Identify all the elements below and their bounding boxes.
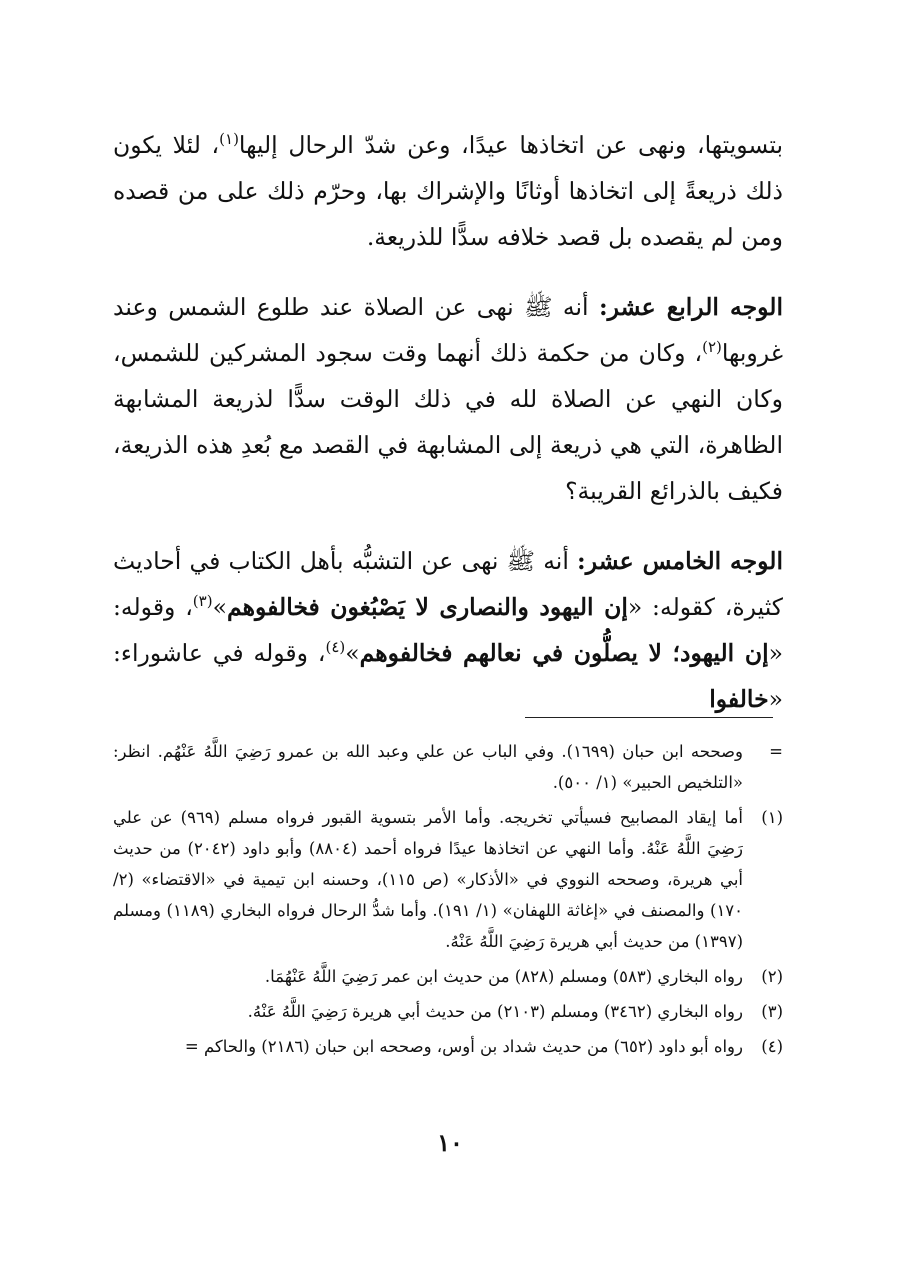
page-number: ١٠ <box>437 1128 463 1157</box>
hadith-quote: إن اليهود والنصارى لا يَصْبُغون فخالفوهم <box>226 593 628 621</box>
footnote-text: أما إيقاد المصابيح فسيأتي تخريجه. وأما الأمر بتسوية القبور فرواه مسلم (٩٦٩) عن علي رَضِيَ اللَّهُ عَنْهُ. وأما النهي عن اتخاذها عيدًا فرواه أحمد (٨٨٠٤) وأبو داود (٢٠٤٢) من حديث أبي هريرة، وصححه النووي في «الأذكار» (ص ١١٥)، وحسنه ابن تيمية في «الاقتضاء» (٢/ ١٧٠) والمصنف في «إغاثة اللهفان» (١/ ١٩١). وأما شدُّ الرحال فرواه البخاري (١١٨٩) ومسلم (١٣٩٧) من حديث أبي هريرة رَضِيَ اللَّهُ عَنْهُ. <box>113 808 744 951</box>
footnote-text: رواه البخاري (٣٤٦٢) ومسلم (٢١٠٣) من حديث أبي هريرة رَضِيَ اللَّهُ عَنْهُ. <box>247 1002 743 1021</box>
footnote-text: رواه أبو داود (٦٥٢) من حديث شداد بن أوس، وصححه ابن حبان (٢١٨٦) والحاكم = <box>184 1037 743 1056</box>
footnote-3 <box>113 996 783 1027</box>
text-run: أنه ﷺ نهى عن الصلاة عند طلوع الشمس وعند غروبها <box>113 293 783 367</box>
text-run: ، وكان من حكمة ذلك أنهما وقت سجود المشركين للشمس، وكان النهي عن الصلاة لله في ذلك الوقت سدًّا لذريعة المشابهة الظاهرة، التي هي ذريعة إلى المشابهة في القصد مع بُعدِ هذه الذريعة، فكيف بالذرائع القريبة؟ <box>113 339 783 505</box>
text-run: ، لئلا يكون ذلك ذريعةً إلى اتخاذها أوثانًا والإشراك بها، وحرّم ذلك على من قصده ومن لم يقصده بل قصد خلافه سدًّا للذريعة. <box>113 131 783 251</box>
paragraph-2 <box>113 284 783 514</box>
footnote-separator <box>525 717 773 718</box>
footnote-text: رواه البخاري (٥٨٣) ومسلم (٨٢٨) من حديث ابن عمر رَضِيَ اللَّهُ عَنْهُمَا. <box>264 967 743 986</box>
text-run: بتسويتها، ونهى عن اتخاذها عيدًا، وعن شدّ الرحال إليها <box>238 131 783 159</box>
paragraph-3 <box>113 538 783 722</box>
footnote-ref-2[interactable]: (٢) <box>702 338 722 357</box>
hadith-quote: خالفوا <box>709 685 769 713</box>
footnote-1 <box>113 802 783 957</box>
hadith-quote: إن اليهود؛ لا يصلُّون في نعالهم فخالفوهم <box>359 639 769 667</box>
main-text <box>113 122 783 722</box>
footnote-ref-4[interactable]: (٤) <box>325 638 346 657</box>
footnotes <box>113 736 783 1066</box>
footnote-number: (٤) <box>761 1037 783 1056</box>
section-heading: الوجه الخامس عشر: <box>577 547 783 575</box>
footnote-number: (١) <box>761 808 783 827</box>
footnote-number: (٣) <box>761 1002 783 1021</box>
text-run: أنه ﷺ نهى عن التشبُّه بأهل الكتاب في أحاديث كثيرة، كقوله: « <box>113 547 783 621</box>
section-heading: الوجه الرابع عشر: <box>598 293 783 321</box>
footnote-4 <box>113 1031 783 1062</box>
text-run: » <box>345 639 360 667</box>
footnote-number: (٢) <box>761 967 783 986</box>
text-run: » <box>212 593 227 621</box>
footnote-continued <box>113 736 783 798</box>
footnote-ref-3[interactable]: (٣) <box>192 592 213 611</box>
text-run: ، وقوله في عاشوراء: « <box>113 639 783 713</box>
footnote-2 <box>113 961 783 992</box>
footnote-marker: = <box>769 742 783 761</box>
text-run: ، وقوله: « <box>113 593 783 667</box>
footnote-text: وصححه ابن حبان (١٦٩٩). وفي الباب عن علي وعبد الله بن عمرو رَضِيَ اللَّهُ عَنْهُم. انظر: «التلخيص الحبير» (١/ ٥٠٠). <box>113 742 744 792</box>
footnote-ref-1[interactable]: (١) <box>219 130 239 149</box>
paragraph-1 <box>113 122 783 260</box>
